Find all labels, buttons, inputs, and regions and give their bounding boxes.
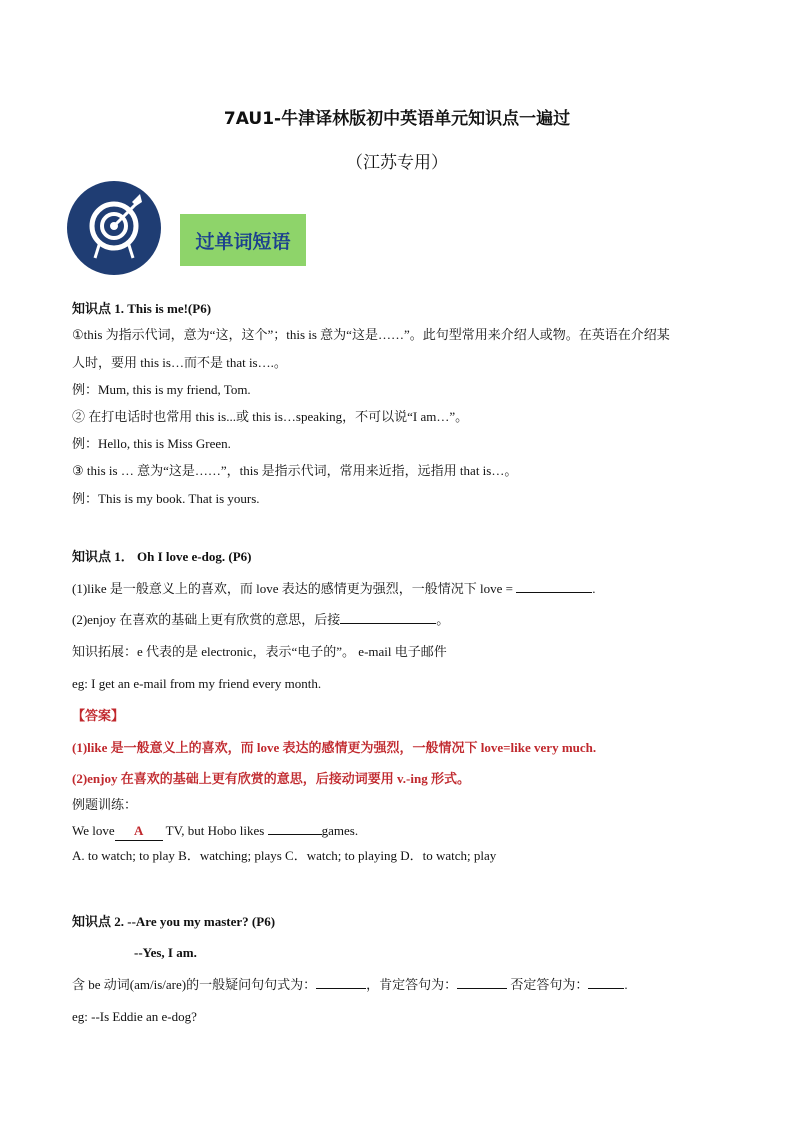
question2-end: 。 xyxy=(436,612,450,627)
section3-heading: 知识点 2. --Are you my master? (P6) xyxy=(72,914,276,929)
practice-question xyxy=(72,822,358,841)
section3-question-mid1: ，肯定答句为： xyxy=(366,977,458,992)
section2-question1 xyxy=(72,580,596,598)
section3-reply: --Yes, I am. xyxy=(134,945,197,960)
section1-example1: 例：Mum, this is my friend, Tom. xyxy=(72,382,251,397)
section-badge xyxy=(180,214,306,266)
section3-example: eg: --Is Eddie an e-dog? xyxy=(72,1009,197,1024)
badge-label: 过单词短语 xyxy=(195,230,291,253)
answer-2: (2)enjoy 在喜欢的基础上更有欣赏的意思，后接动词要用 v.-ing 形式。 xyxy=(72,771,470,786)
section1-point3: ③ this is … 意为“这是……”，this 是指示代词，常用来近指，远指用 that is…。 xyxy=(72,463,518,478)
answer-blank[interactable] xyxy=(516,580,592,593)
target-icon xyxy=(66,180,162,276)
answer-blank[interactable] xyxy=(588,976,624,989)
practice-answer: A xyxy=(133,823,144,838)
section2-question2 xyxy=(72,611,449,629)
section1-example3: 例：This is my book. That is yours. xyxy=(72,491,260,506)
practice-label: 例题训练： xyxy=(72,797,138,812)
section1-point1-line1: ①this 为指示代词，意为“这，这个”；this is 意为“这是……”。此句型常用来介绍人或物。在英语在介绍某 xyxy=(72,327,670,342)
page-title: 7AU1-牛津译林版初中英语单元知识点一遍过 xyxy=(223,109,571,129)
section3-question-text: 含 be 动词(am/is/are)的一般疑问句句式为： xyxy=(72,977,317,992)
answer-blank[interactable] xyxy=(316,976,366,989)
section1-example2: 例：Hello, this is Miss Green. xyxy=(72,436,231,451)
answer-blank[interactable] xyxy=(268,822,322,835)
section1-point2: ② 在打电话时也常用 this is...或 this is…speaking，不可以说“I am…”。 xyxy=(72,409,469,424)
practice-question-start: We love xyxy=(72,823,115,838)
section2-example: eg: I get an e-mail from my friend every month. xyxy=(72,676,322,691)
practice-question-end: games. xyxy=(321,823,359,838)
practice-question-mid: TV, but Hobo likes xyxy=(162,823,268,838)
answer-blank[interactable] xyxy=(340,611,436,624)
knowledge-extension: 知识拓展：e 代表的是 electronic，表示“电子的”。 e-mail 电子邮件 xyxy=(72,644,447,659)
section2-heading: 知识点 1． Oh I love e-dog. (P6) xyxy=(72,549,252,564)
answer-blank[interactable] xyxy=(457,976,507,989)
answer-1: (1)like 是一般意义上的喜欢，而 love 表达的感情更为强烈，一般情况下 love=like very much. xyxy=(72,740,597,755)
question1-end: . xyxy=(592,581,596,596)
section3-question-mid2: 否定答句为： xyxy=(507,977,589,992)
question2-text: (2)enjoy 在喜欢的基础上更有欣赏的意思，后接 xyxy=(72,612,341,627)
question1-text: (1)like 是一般意义上的喜欢，而 love 表达的感情更为强烈，一般情况下 love = xyxy=(72,581,517,596)
section1-point1-line2: 人时，要用 this is…而不是 that is….。 xyxy=(72,355,287,370)
practice-options: A. to watch; to play B．watching; plays C．watch; to playing D．to watch; play xyxy=(72,848,497,863)
section3-question xyxy=(72,976,628,994)
section1-heading: 知识点 1. This is me!(P6) xyxy=(72,301,212,316)
practice-answer-blank[interactable] xyxy=(115,822,163,841)
section3-question-end: . xyxy=(624,977,628,992)
page-subtitle: （江苏专用） xyxy=(346,153,448,173)
answer-label: 【答案】 xyxy=(72,708,125,723)
